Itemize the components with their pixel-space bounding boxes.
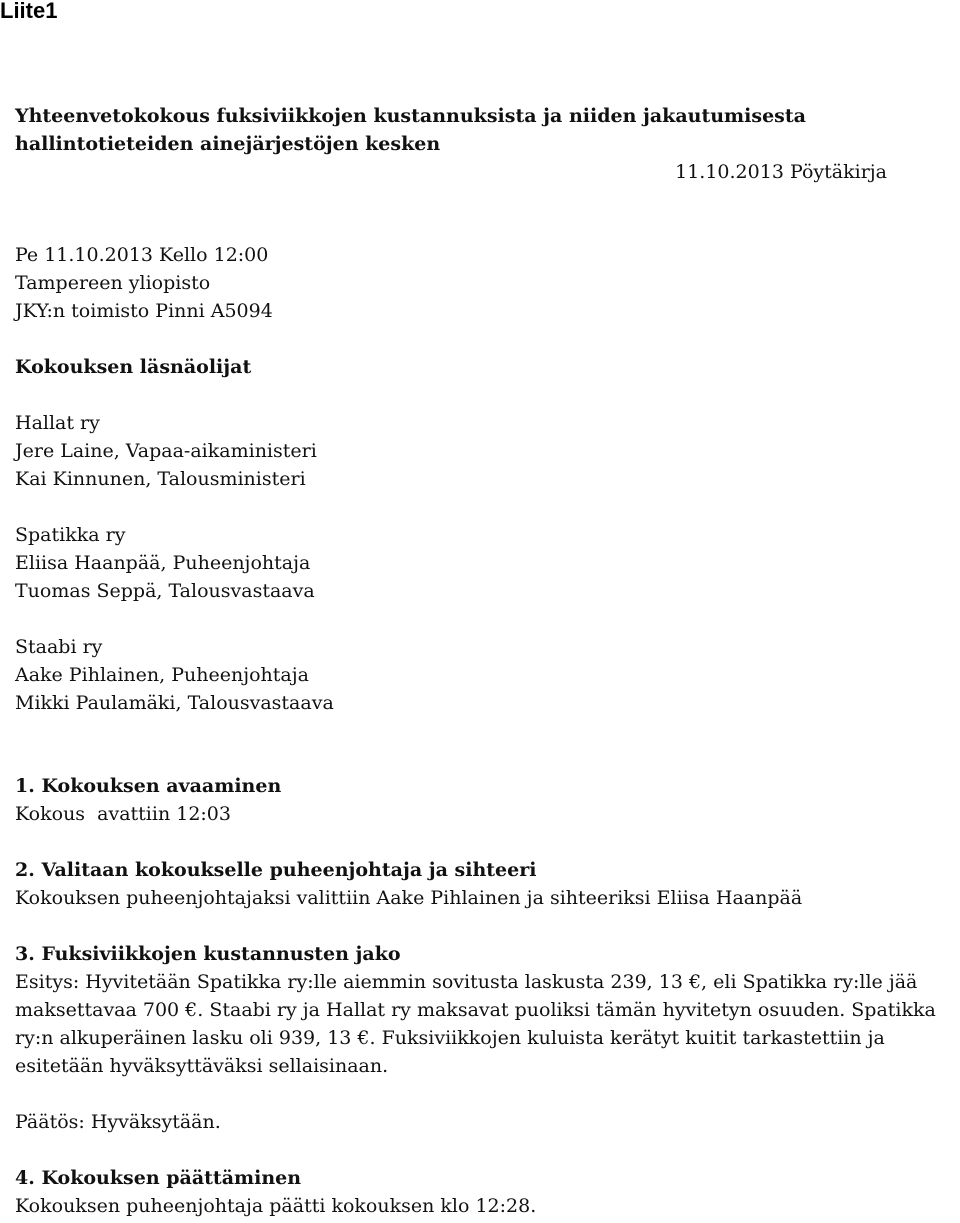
section-heading: 4. Kokouksen päättäminen <box>15 1167 302 1189</box>
attendee: Kai Kinnunen, Talousministeri <box>15 468 306 490</box>
section-heading: 1. Kokouksen avaaminen <box>15 775 282 797</box>
document-title-line-1: Yhteenvetokokous fuksiviikkojen kustannuksista ja niiden jakautumisesta <box>15 105 806 127</box>
attendee: Eliisa Haanpää, Puheenjohtaja <box>15 552 311 574</box>
decision-text: Päätös: Hyväksytään. <box>15 1111 221 1133</box>
document-date: 11.10.2013 Pöytäkirja <box>675 161 887 183</box>
attendee: Jere Laine, Vapaa-aikaministeri <box>15 440 317 462</box>
proposal-paragraph: Esitys: Hyvitetään Spatikka ry:lle aiemmin sovitusta laskusta 239, 13 €, eli Spatikka ry:lle jää maksettavaa 700 €. Staabi ry ja Hallat ry maksavat puoliksi tämän hyvitetyn osuuden. Spatikka ry:n alkuperäinen lasku oli 939, 13 €. Fuksiviikkojen kuluista kerätyt kuitit tarkastettiin ja esitetään hyväksyttäväksi sellaisinaan. <box>15 971 936 1077</box>
meeting-place: Tampereen yliopisto <box>15 272 211 294</box>
section-text: Kokouksen puheenjohtajaksi valittiin Aake Pihlainen ja sihteeriksi Eliisa Haanpää <box>15 887 803 909</box>
minutes-document <box>15 102 955 1220</box>
attendee-group-name: Staabi ry <box>15 636 103 658</box>
attendee: Tuomas Seppä, Talousvastaava <box>15 580 315 602</box>
meeting-time: Pe 11.10.2013 Kello 12:00 <box>15 244 269 266</box>
attendee-group-name: Spatikka ry <box>15 524 126 546</box>
section-text: Kokouksen puheenjohtaja päätti kokouksen klo 12:28. <box>15 1195 537 1217</box>
section-heading: 2. Valitaan kokoukselle puheenjohtaja ja sihteeri <box>15 859 537 881</box>
attendee: Mikki Paulamäki, Talousvastaava <box>15 692 334 714</box>
meeting-room: JKY:n toimisto Pinni A5094 <box>15 300 273 322</box>
attendee: Aake Pihlainen, Puheenjohtaja <box>15 664 309 686</box>
attachment-label: Liite1 <box>0 0 58 23</box>
section-heading: 3. Fuksiviikkojen kustannusten jako <box>15 943 401 965</box>
attendees-heading: Kokouksen läsnäolijat <box>15 356 252 378</box>
document-title-line-2: hallintotieteiden ainejärjestöjen kesken <box>15 133 441 155</box>
section-text: Kokous avattiin 12:03 <box>15 803 231 825</box>
attendee-group-name: Hallat ry <box>15 412 100 434</box>
